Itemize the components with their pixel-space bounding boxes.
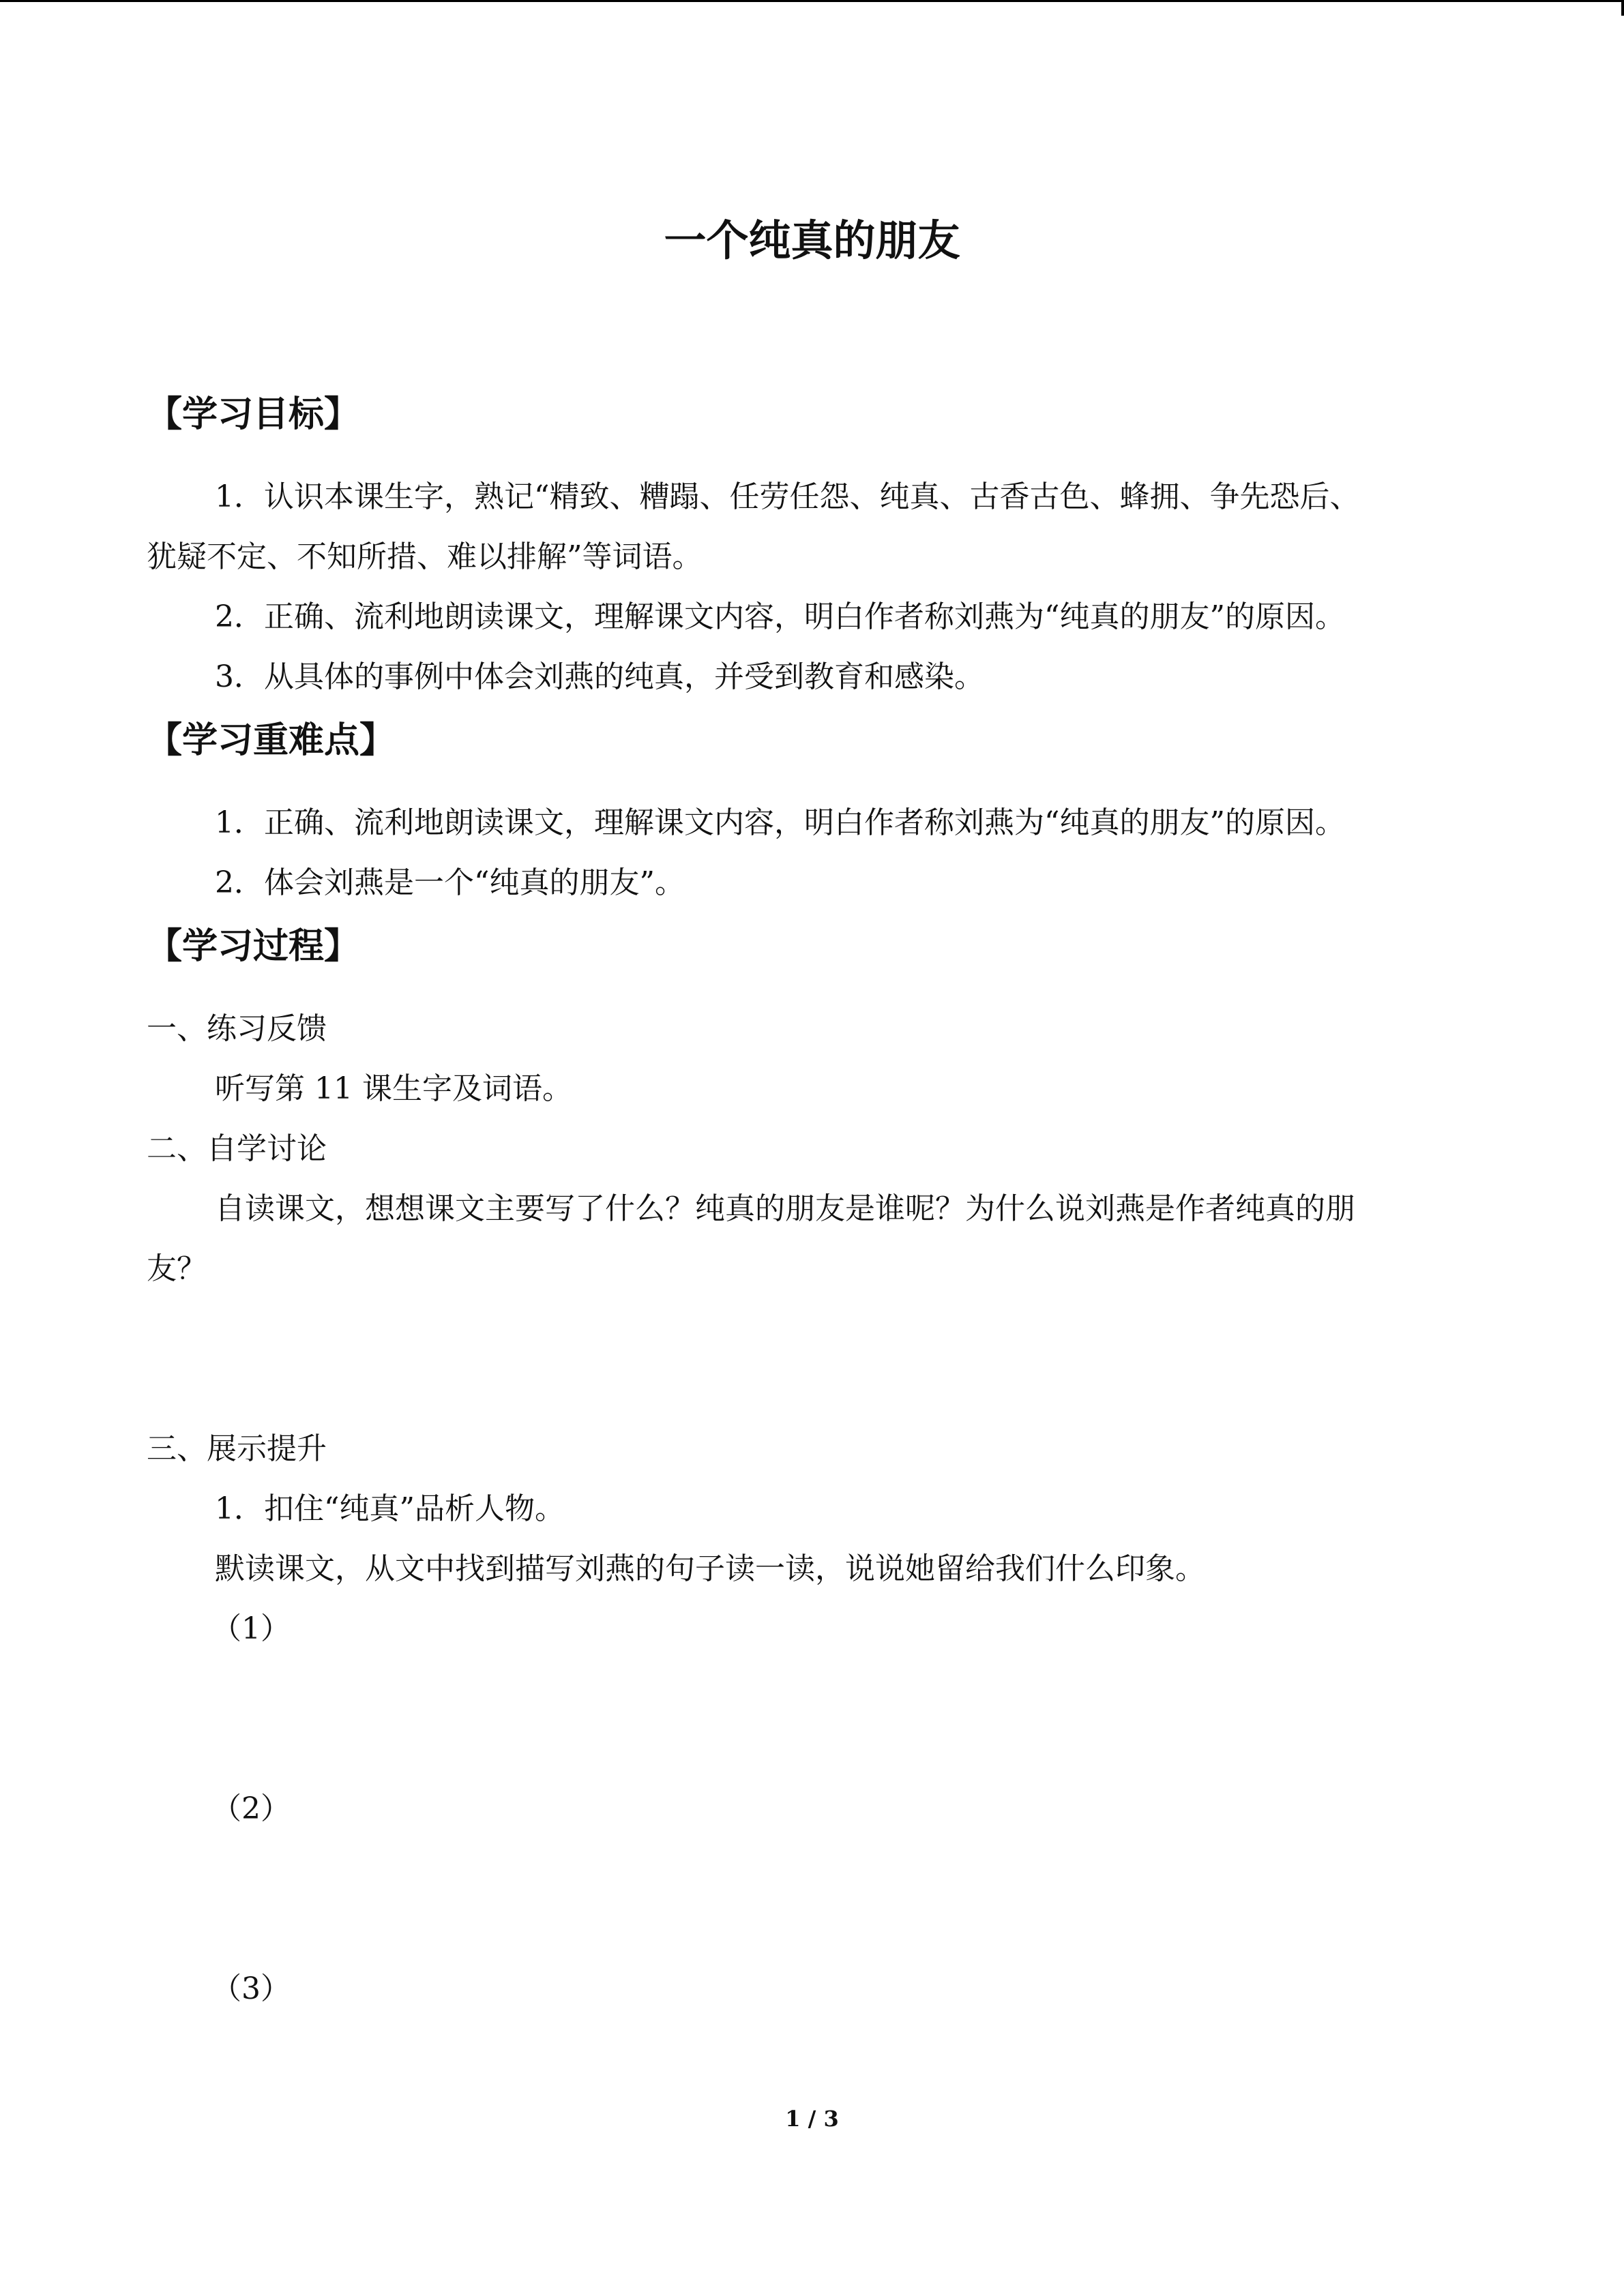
section-heading-key-points: 【学习重难点】 (147, 720, 396, 761)
process-part-2-line-2: 友？ (147, 1251, 207, 1286)
goal-item-1-line-2: 犹疑不定、不知所措、难以排解”等词语。 (147, 539, 703, 574)
process-part-2-title: 二、自学讨论 (147, 1131, 327, 1166)
answer-blank-3-label: （3） (211, 1971, 291, 2006)
process-part-3-text: 默读课文，从文中找到描写刘燕的句子读一读，说说她留给我们什么印象。 (215, 1551, 1205, 1586)
page-corner-mark (1621, 2, 1624, 16)
goal-item-3: 3．从具体的事例中体会刘燕的纯真，并受到教育和感染。 (215, 659, 984, 694)
process-part-2-line-1: 自读课文，想想课文主要写了什么？纯真的朋友是谁呢？为什么说刘燕是作者纯真的朋 (215, 1191, 1355, 1226)
process-part-1-title: 一、练习反馈 (147, 1011, 327, 1046)
process-part-3-title: 三、展示提升 (147, 1431, 327, 1466)
goal-item-2: 2．正确、流利地朗读课文，理解课文内容，明白作者称刘燕为“纯真的朋友”的原因。 (215, 599, 1345, 634)
goal-item-1-line-1: 1．认识本课生字，熟记“精致、糟蹋、任劳任怨、纯真、古香古色、蜂拥、争先恐后、 (215, 479, 1360, 514)
process-part-3-item-1: 1．扣住“纯真”品析人物。 (215, 1491, 565, 1526)
document-title: 一个纯真的朋友 (664, 215, 960, 265)
process-part-1-text: 听写第 11 课生字及词语。 (215, 1071, 572, 1106)
key-point-item-1: 1．正确、流利地朗读课文，理解课文内容，明白作者称刘燕为“纯真的朋友”的原因。 (215, 805, 1345, 840)
section-heading-goals: 【学习目标】 (147, 394, 360, 435)
answer-blank-1-label: （1） (211, 1611, 291, 1646)
section-heading-process: 【学习过程】 (147, 926, 360, 967)
answer-blank-2-label: （2） (211, 1791, 291, 1826)
page-number: 1 / 3 (785, 2106, 839, 2132)
key-point-item-2: 2．体会刘燕是一个“纯真的朋友”。 (215, 865, 685, 900)
